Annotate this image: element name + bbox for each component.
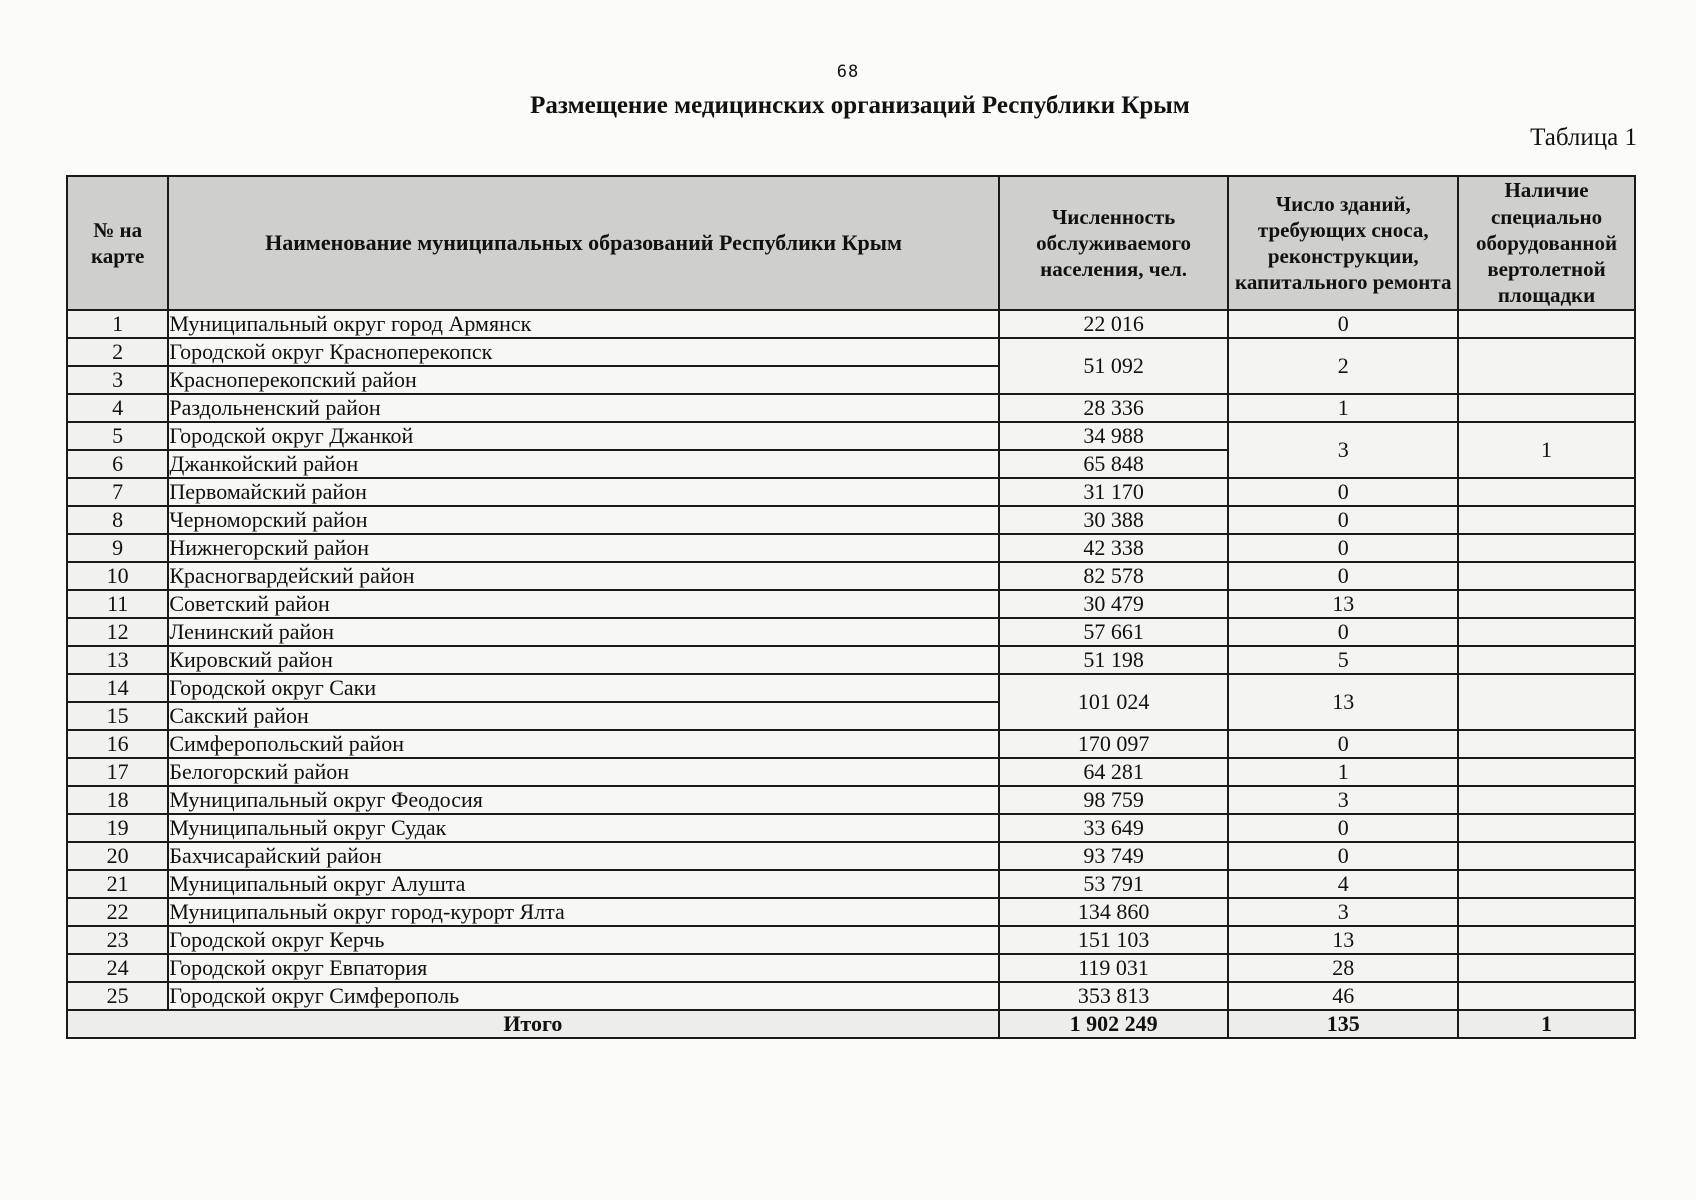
row-number: 3 <box>67 366 168 394</box>
helipad-value <box>1458 870 1635 898</box>
population-value: 51 092 <box>999 338 1229 394</box>
helipad-value <box>1458 758 1635 786</box>
helipad-value: 1 <box>1458 422 1635 478</box>
buildings-value: 3 <box>1228 786 1458 814</box>
table-row <box>67 814 1635 842</box>
table-row <box>67 982 1635 1010</box>
helipad-value <box>1458 618 1635 646</box>
row-number: 6 <box>67 450 168 478</box>
buildings-value: 0 <box>1228 618 1458 646</box>
buildings-value: 0 <box>1228 534 1458 562</box>
row-number: 16 <box>67 730 168 758</box>
row-number: 7 <box>67 478 168 506</box>
helipad-value <box>1458 786 1635 814</box>
population-value: 98 759 <box>999 786 1229 814</box>
row-number: 20 <box>67 842 168 870</box>
population-value: 119 031 <box>999 954 1229 982</box>
document-title: Размещение медицинских организаций Республики Крым <box>530 92 1190 119</box>
municipality-name: Муниципальный округ город Армянск <box>168 310 998 338</box>
total-population: 1 902 249 <box>999 1010 1229 1038</box>
helipad-value <box>1458 926 1635 954</box>
table-row <box>67 478 1635 506</box>
municipality-name: Городской округ Симферополь <box>168 982 998 1010</box>
buildings-value: 5 <box>1228 646 1458 674</box>
table-row <box>67 562 1635 590</box>
row-number: 12 <box>67 618 168 646</box>
municipality-name: Городской округ Джанкой <box>168 422 998 450</box>
population-value: 30 479 <box>999 590 1229 618</box>
table-row <box>67 926 1635 954</box>
buildings-value: 0 <box>1228 478 1458 506</box>
buildings-value: 0 <box>1228 562 1458 590</box>
municipality-name: Муниципальный округ город-курорт Ялта <box>168 898 998 926</box>
municipality-name: Белогорский район <box>168 758 998 786</box>
buildings-value: 3 <box>1228 898 1458 926</box>
table-row <box>67 954 1635 982</box>
table-row <box>67 646 1635 674</box>
table-row <box>67 590 1635 618</box>
municipality-name: Муниципальный округ Феодосия <box>168 786 998 814</box>
row-number: 10 <box>67 562 168 590</box>
municipality-name: Городской округ Евпатория <box>168 954 998 982</box>
row-number: 14 <box>67 674 168 702</box>
helipad-value <box>1458 674 1635 730</box>
municipality-name: Кировский район <box>168 646 998 674</box>
helipad-value <box>1458 506 1635 534</box>
population-value: 53 791 <box>999 870 1229 898</box>
row-number: 2 <box>67 338 168 366</box>
table-row <box>67 758 1635 786</box>
population-value: 22 016 <box>999 310 1229 338</box>
population-value: 151 103 <box>999 926 1229 954</box>
municipality-name: Городской округ Саки <box>168 674 998 702</box>
buildings-value: 2 <box>1228 338 1458 394</box>
population-value: 170 097 <box>999 730 1229 758</box>
total-label: Итого <box>67 1010 999 1038</box>
population-value: 65 848 <box>999 450 1229 478</box>
population-value: 30 388 <box>999 506 1229 534</box>
table-row <box>67 730 1635 758</box>
buildings-value: 13 <box>1228 674 1458 730</box>
helipad-value <box>1458 954 1635 982</box>
row-number: 24 <box>67 954 168 982</box>
header-population: Численность обслуживаемого населения, чел. <box>999 176 1229 310</box>
population-value: 64 281 <box>999 758 1229 786</box>
row-number: 4 <box>67 394 168 422</box>
header-municipality-name: Наименование муниципальных образований Республики Крым <box>168 176 998 310</box>
table-row <box>67 674 1635 702</box>
municipality-name: Ленинский район <box>168 618 998 646</box>
table-row <box>67 842 1635 870</box>
row-number: 19 <box>67 814 168 842</box>
municipality-name: Красногвардейский район <box>168 562 998 590</box>
table-header-row <box>67 176 1635 310</box>
buildings-value: 1 <box>1228 394 1458 422</box>
helipad-value <box>1458 814 1635 842</box>
header-helipad: Наличие специально оборудованной вертолетной площадки <box>1458 176 1635 310</box>
municipality-name: Джанкойский район <box>168 450 998 478</box>
total-row <box>67 1010 1635 1038</box>
municipality-name: Раздольненский район <box>168 394 998 422</box>
population-value: 51 198 <box>999 646 1229 674</box>
table-row <box>67 870 1635 898</box>
municipality-name: Черноморский район <box>168 506 998 534</box>
buildings-value: 0 <box>1228 310 1458 338</box>
row-number: 9 <box>67 534 168 562</box>
municipality-name: Симферопольский район <box>168 730 998 758</box>
row-number: 1 <box>67 310 168 338</box>
table-row <box>67 310 1635 338</box>
population-value: 31 170 <box>999 478 1229 506</box>
total-helipad: 1 <box>1458 1010 1635 1038</box>
row-number: 5 <box>67 422 168 450</box>
page-number: 68 <box>836 62 860 82</box>
row-number: 25 <box>67 982 168 1010</box>
buildings-value: 13 <box>1228 926 1458 954</box>
table-row <box>67 534 1635 562</box>
row-number: 18 <box>67 786 168 814</box>
municipality-name: Сакский район <box>168 702 998 730</box>
buildings-value: 4 <box>1228 870 1458 898</box>
buildings-value: 0 <box>1228 730 1458 758</box>
buildings-value: 0 <box>1228 506 1458 534</box>
row-number: 11 <box>67 590 168 618</box>
table-row <box>67 618 1635 646</box>
buildings-value: 13 <box>1228 590 1458 618</box>
population-value: 82 578 <box>999 562 1229 590</box>
table-row <box>67 338 1635 366</box>
helipad-value <box>1458 310 1635 338</box>
municipality-name: Муниципальный округ Судак <box>168 814 998 842</box>
municipality-name: Первомайский район <box>168 478 998 506</box>
table-row <box>67 898 1635 926</box>
buildings-value: 0 <box>1228 842 1458 870</box>
helipad-value <box>1458 646 1635 674</box>
row-number: 23 <box>67 926 168 954</box>
medical-organizations-table <box>66 175 1636 1039</box>
table-row <box>67 422 1635 450</box>
header-map-number: № на карте <box>67 176 168 310</box>
helipad-value <box>1458 590 1635 618</box>
row-number: 13 <box>67 646 168 674</box>
header-buildings: Число зданий, требующих сноса, реконструкции, капитального ремонта <box>1228 176 1458 310</box>
municipality-name: Нижнегорский район <box>168 534 998 562</box>
helipad-value <box>1458 478 1635 506</box>
row-number: 8 <box>67 506 168 534</box>
municipality-name: Городской округ Красноперекопск <box>168 338 998 366</box>
population-value: 93 749 <box>999 842 1229 870</box>
municipality-name: Городской округ Керчь <box>168 926 998 954</box>
table-caption: Таблица 1 <box>1530 124 1637 151</box>
population-value: 34 988 <box>999 422 1229 450</box>
helipad-value <box>1458 730 1635 758</box>
table-row <box>67 506 1635 534</box>
total-buildings: 135 <box>1228 1010 1458 1038</box>
row-number: 22 <box>67 898 168 926</box>
helipad-value <box>1458 534 1635 562</box>
municipality-name: Муниципальный округ Алушта <box>168 870 998 898</box>
buildings-value: 1 <box>1228 758 1458 786</box>
buildings-value: 0 <box>1228 814 1458 842</box>
helipad-value <box>1458 982 1635 1010</box>
population-value: 33 649 <box>999 814 1229 842</box>
helipad-value <box>1458 898 1635 926</box>
population-value: 28 336 <box>999 394 1229 422</box>
population-value: 353 813 <box>999 982 1229 1010</box>
population-value: 42 338 <box>999 534 1229 562</box>
municipality-name: Советский район <box>168 590 998 618</box>
helipad-value <box>1458 394 1635 422</box>
population-value: 101 024 <box>999 674 1229 730</box>
population-value: 134 860 <box>999 898 1229 926</box>
buildings-value: 46 <box>1228 982 1458 1010</box>
row-number: 15 <box>67 702 168 730</box>
population-value: 57 661 <box>999 618 1229 646</box>
municipality-name: Бахчисарайский район <box>168 842 998 870</box>
municipality-name: Красноперекопский район <box>168 366 998 394</box>
row-number: 17 <box>67 758 168 786</box>
table-row <box>67 394 1635 422</box>
helipad-value <box>1458 338 1635 394</box>
helipad-value <box>1458 562 1635 590</box>
buildings-value: 28 <box>1228 954 1458 982</box>
buildings-value: 3 <box>1228 422 1458 478</box>
row-number: 21 <box>67 870 168 898</box>
table-row <box>67 786 1635 814</box>
helipad-value <box>1458 842 1635 870</box>
